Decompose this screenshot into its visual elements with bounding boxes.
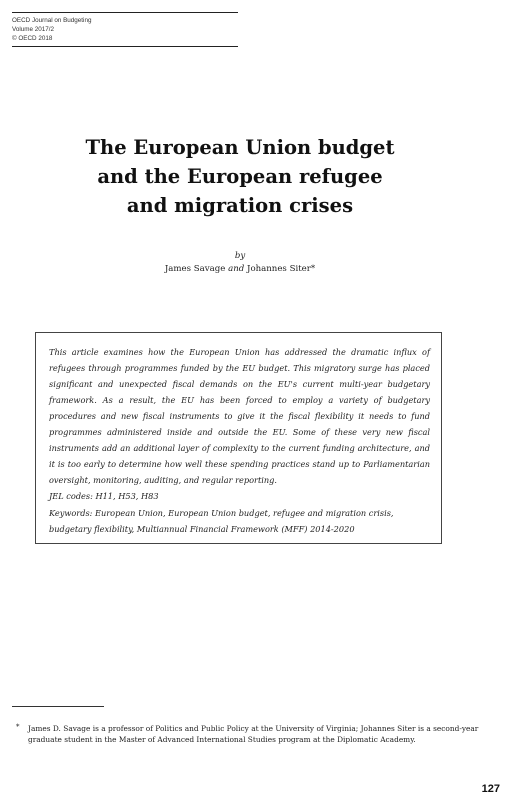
journal-copyright: © OECD 2018 <box>12 35 53 42</box>
author-1: James Savage <box>164 264 226 274</box>
journal-header <box>12 16 91 43</box>
author-2: Johannes Siter* <box>247 264 316 274</box>
title-line-1: The European Union budget <box>85 136 395 159</box>
footnote-mark: * <box>16 723 20 731</box>
byline-by: by <box>234 251 246 261</box>
abstract-box <box>35 332 442 544</box>
footnote-rule <box>12 706 104 707</box>
header-bottom-rule <box>12 46 238 47</box>
footnote-text: James D. Savage is a professor of Politics and Public Policy at the University of Virginia; Johannes Siter is a second-year graduate student in the Master of Advanced International Studies program at the Diplomatic Academy. <box>28 724 479 744</box>
abstract-paragraph: This article examines how the European Union has addressed the dramatic influx of refugees through programmes funded by the EU budget. This migratory surge has placed significant and unexpected fiscal demands on the EU's current multi-year budgetary framework. As a result, the EU has been forced to employ a variety of budgetary procedures and new fiscal instruments to give it the fiscal flexibility it needs to fund programmes administered inside and outside the EU. Some of these very new fiscal instruments add an additional layer of complexity to the current funding architecture, and it is too early to determine how well these spending practices stand up to Parliamentarian oversight, monitoring, auditing, and regular reporting. <box>49 347 430 485</box>
journal-name: OECD Journal on Budgeting <box>12 17 92 24</box>
page-number: 127 <box>481 783 500 795</box>
byline-authors <box>40 264 440 274</box>
article-title <box>40 133 440 220</box>
header-top-rule <box>12 12 238 13</box>
author-conjunction: and <box>228 264 245 274</box>
abstract-text <box>49 344 430 488</box>
keywords: Keywords: European Union, European Union budget, refugee and migration crisis, budgetary flexibility, Multiannual Financial Framework (MFF) 2014-2020 <box>49 508 394 534</box>
title-line-3: and migration crises <box>126 194 354 217</box>
jel-codes: JEL codes: H11, H53, H83 <box>49 491 159 501</box>
journal-volume: Volume 2017/2 <box>12 26 55 33</box>
title-line-2: and the European refugee <box>97 165 383 188</box>
